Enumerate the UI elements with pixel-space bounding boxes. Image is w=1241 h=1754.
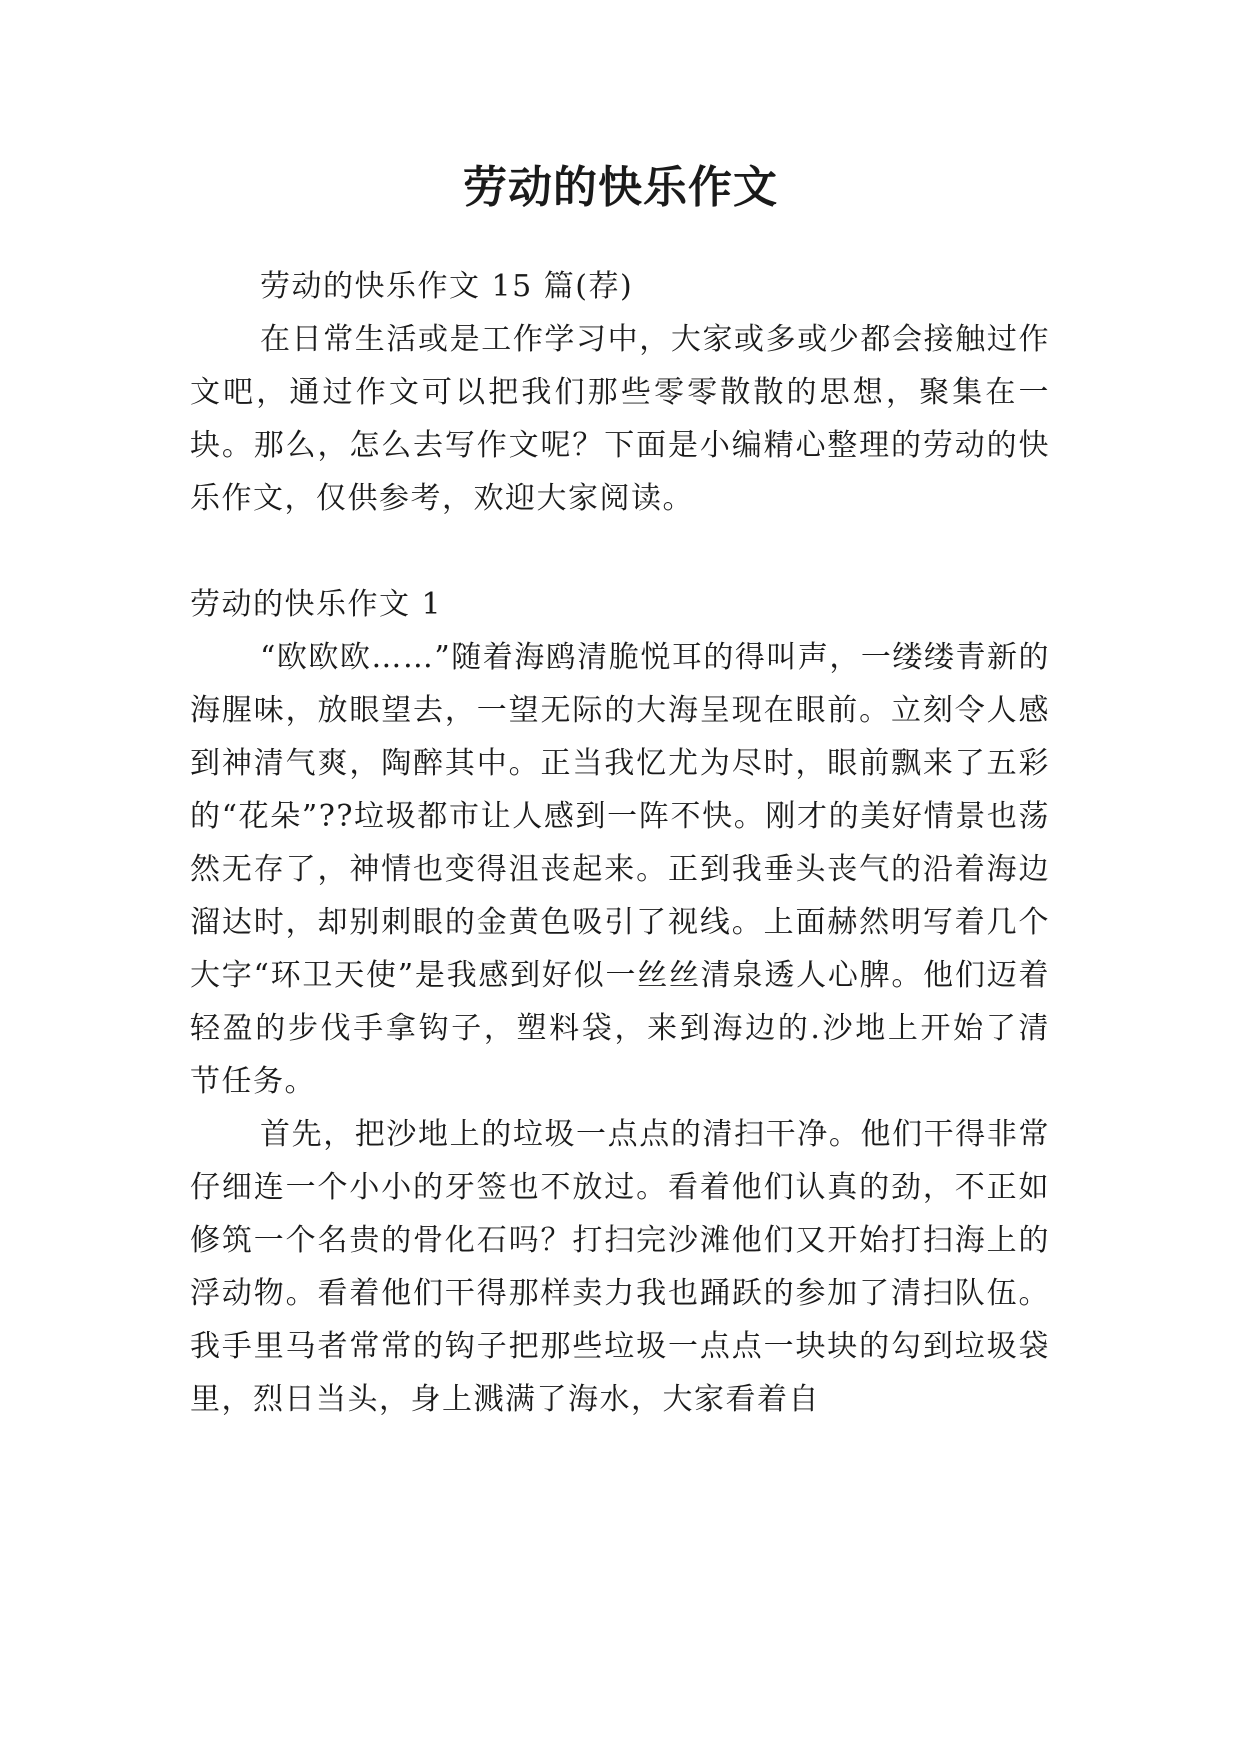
- body-paragraph: “欧欧欧……”随着海鸥清脆悦耳的得叫声，一缕缕青新的海腥味，放眼望去，一望无际的大海呈现在眼前。立刻令人感到神清气爽，陶醉其中。正当我忆尤为尽时，眼前飘来了五彩的“花朵”??垃圾都市让人感到一阵不快。刚才的美好情景也荡然无存了，神情也变得沮丧起来。正到我垂头丧气的沿着海边溜达时，却别刺眼的金黄色吸引了视线。上面赫然明写着几个大字“环卫天使”是我感到好似一丝丝清泉透人心脾。他们迈着轻盈的步伐手拿钩子，塑料袋，来到海边的.沙地上开始了清节任务。: [190, 640, 1050, 1099]
- section-heading: 劳动的快乐作文 1: [190, 587, 443, 622]
- section-spacer: [190, 525, 1050, 578]
- document-body: [190, 260, 1050, 1426]
- document-subtitle: 劳动的快乐作文 15 篇(荐): [260, 269, 634, 304]
- body-paragraph: 首先，把沙地上的垃圾一点点的清扫干净。他们干得非常仔细连一个小小的牙签也不放过。看着他们认真的劲，不正如修筑一个名贵的骨化石吗？打扫完沙滩他们又开始打扫海上的浮动物。看着他们干得那样卖力我也踊跃的参加了清扫队伍。我手里马者常常的钩子把那些垃圾一点点一块块的勾到垃圾袋里，烈日当头，身上溅满了海水，大家看着自: [190, 1117, 1050, 1417]
- intro-paragraph: 在日常生活或是工作学习中，大家或多或少都会接触过作文吧，通过作文可以把我们那些零零散散的思想，聚集在一块。那么，怎么去写作文呢？下面是小编精心整理的劳动的快乐作文，仅供参考，欢迎大家阅读。: [190, 322, 1050, 516]
- document-title: 劳动的快乐作文: [463, 162, 778, 213]
